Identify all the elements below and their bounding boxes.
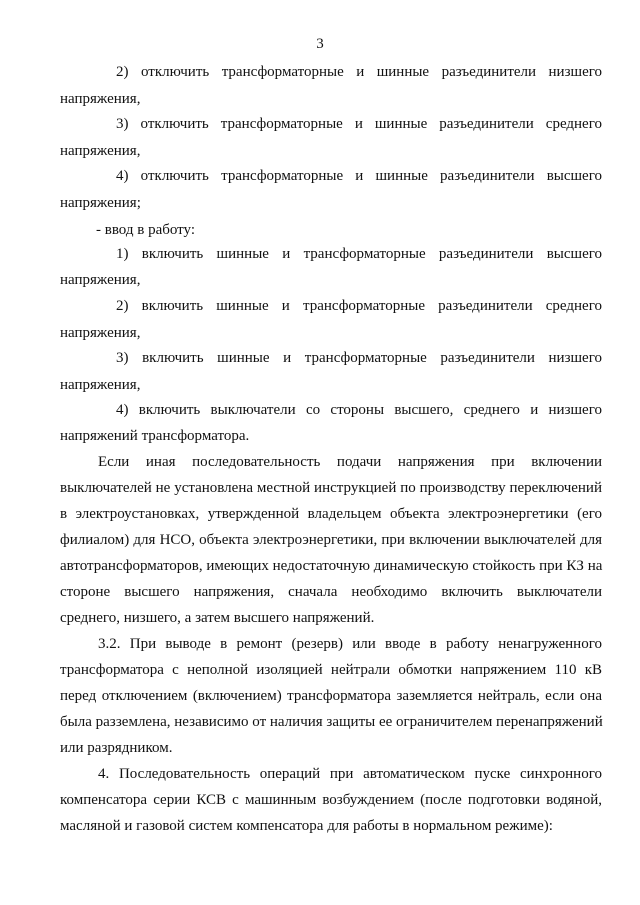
text-line: напряжений трансформатора.	[60, 428, 250, 444]
text-line: напряжения,	[60, 91, 141, 107]
text-line: автотрансформаторов, имеющих недостаточную динамическую стойкость при КЗ на	[60, 558, 603, 574]
text-line: трансформатора с неполной изоляцией нейтрали обмотки напряжением 110 кВ	[60, 662, 602, 678]
text-line: среднего, низшего, а затем высшего напряжений.	[60, 610, 375, 626]
text-line: стороне высшего напряжения, сначала необходимо включить выключатели	[60, 584, 602, 600]
text-line: 3) отключить трансформаторные и шинные разъединители среднего	[116, 116, 602, 132]
text-line: выключателей не установлена местной инструкцией по производству переключений	[60, 480, 602, 496]
text-line: в электроустановках, утвержденной владельцем объекта электроэнергетики (его	[60, 506, 602, 522]
text-line: напряжения;	[60, 195, 141, 211]
text-line: 3) включить шинные и трансформаторные разъединители низшего	[116, 350, 602, 366]
text-line: 4. Последовательность операций при автоматическом пуске синхронного	[98, 766, 602, 782]
text-line: компенсатора серии КСВ с машинным возбуждением (после подготовки водяной,	[60, 792, 602, 808]
text-line: была разземлена, независимо от наличия защиты ее ограничителем перенапряжений	[60, 714, 603, 730]
text-line: Если иная последовательность подачи напряжения при включении	[98, 454, 602, 470]
text-line: 2) включить шинные и трансформаторные разъединители среднего	[116, 298, 602, 314]
text-line: филиалом) для НСО, объекта электроэнергетики, при включении выключателей для	[60, 532, 602, 548]
text-line: напряжения,	[60, 377, 141, 393]
text-line: 3.2. При выводе в ремонт (резерв) или вводе в работу ненагруженного	[98, 636, 602, 652]
text-line: масляной и газовой систем компенсатора для работы в нормальном режиме):	[60, 818, 553, 834]
page-number: 3	[316, 36, 324, 52]
text-line: 2) отключить трансформаторные и шинные разъединители низшего	[116, 64, 602, 80]
text-line: напряжения,	[60, 143, 141, 159]
text-line: напряжения,	[60, 272, 141, 288]
text-line: 1) включить шинные и трансформаторные разъединители высшего	[116, 246, 602, 262]
text-line: 4) отключить трансформаторные и шинные разъединители высшего	[116, 168, 602, 184]
text-line: - ввод в работу:	[96, 222, 196, 238]
text-line: 4) включить выключатели со стороны высшего, среднего и низшего	[116, 402, 602, 418]
text-line: перед отключением (включением) трансформатора заземляется нейтраль, если она	[60, 688, 602, 704]
text-line: или разрядником.	[60, 740, 173, 756]
text-line: напряжения,	[60, 325, 141, 341]
